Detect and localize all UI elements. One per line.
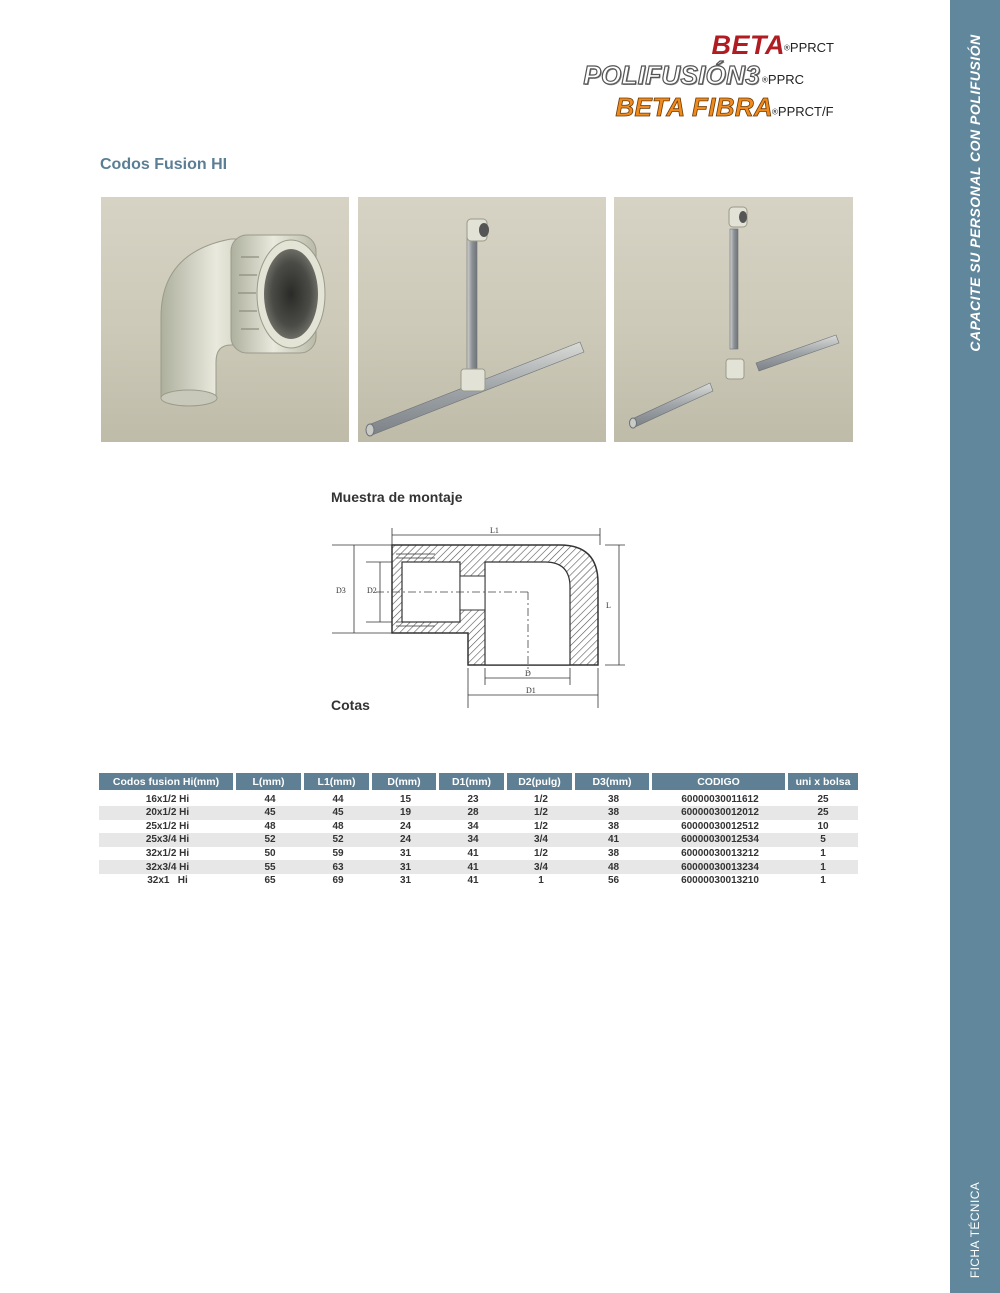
brand-beta-suffix (784, 41, 834, 54)
table-header-cell: L(mm) (236, 773, 304, 790)
table-cell: 31 (399, 875, 412, 887)
brand-beta-fibra-name: BETA FIBRA (615, 92, 773, 122)
table-cell: 60000030011612 (681, 794, 759, 805)
table-cell: 38 (607, 848, 620, 860)
table-cell: 60000030013210 (681, 875, 759, 887)
table-cell: 3/4 (507, 860, 575, 874)
dim-label-l: L (606, 601, 611, 610)
dim-label-d: D (525, 669, 531, 678)
brand-logos (550, 30, 850, 126)
table-cell: 3/4 (507, 833, 575, 847)
table-header-row (99, 773, 858, 790)
reg-mark: ® (784, 43, 790, 53)
table-cell: 31 (399, 848, 412, 860)
photo-assembly-exploded (614, 197, 853, 442)
table-cell: 24 (372, 833, 439, 847)
table-row (99, 790, 858, 806)
table-cell: 34 (439, 833, 507, 847)
table-header-cell: D3(mm) (575, 773, 652, 790)
table-cell: 60000030012012 (652, 806, 788, 820)
brand-beta-fibra-suffix (772, 105, 834, 118)
table-cell: 1 (788, 860, 858, 874)
table-row (99, 847, 858, 861)
side-bar-top-label: CAPACITE SU PERSONAL CON POLIFUSIÓN (967, 34, 983, 352)
table-header-cell: D(mm) (372, 773, 439, 790)
brand-beta-fibra (550, 94, 850, 126)
page-title: Codos Fusion HI (100, 156, 228, 173)
reg-mark: ® (772, 107, 778, 117)
table-cell: 45 (304, 806, 372, 820)
section-label-montaje: Muestra de montaje (331, 489, 463, 505)
table-cell: 25x3/4 Hi (99, 833, 236, 847)
table-cell: 1/2 (534, 820, 548, 832)
table-cell: 32x1/2 Hi (145, 848, 190, 860)
brand-beta (550, 30, 850, 62)
table-cell: 1/2 (507, 806, 575, 820)
table-header-cell: D1(mm) (439, 773, 507, 790)
table-cell: 1 (538, 875, 544, 887)
table-cell: 60000030012512 (681, 820, 759, 832)
table-cell: 45 (236, 806, 304, 820)
reg-mark: ® (762, 75, 768, 85)
table-cell: 48 (575, 860, 652, 874)
brand-polifusion-name: POLIFUSIÓN3 (583, 60, 760, 90)
table-row (99, 860, 858, 874)
technical-drawing (330, 518, 630, 713)
side-bar-bottom-label: FICHA TÉCNICA (968, 1181, 982, 1279)
photo-elbow-fitting (101, 197, 349, 442)
table-cell: 69 (332, 875, 344, 887)
table-cell: 52 (236, 833, 304, 847)
table-cell: 48 (332, 820, 344, 832)
dim-label-l1: L1 (490, 526, 499, 535)
table-cell: 10 (817, 820, 829, 832)
table-cell: 41 (439, 860, 507, 874)
table-cell: 1 (820, 848, 826, 860)
table-cell: 41 (575, 833, 652, 847)
table-cell: 32x1 Hi (147, 875, 188, 887)
table-cell: 52 (304, 833, 372, 847)
table-cell: 65 (264, 875, 276, 887)
table-header-cell: Codos fusion Hi(mm) (99, 773, 236, 790)
side-bar-top-text (950, 28, 1000, 358)
table-cell: 60000030012534 (652, 833, 788, 847)
table-header-cell: CODIGO (652, 773, 788, 790)
table-cell: 48 (264, 820, 276, 832)
table-cell: 60000030013234 (652, 860, 788, 874)
brand-polifusion (550, 62, 850, 94)
brand-beta-name: BETA (711, 30, 785, 60)
table-cell: 41 (467, 848, 479, 860)
table-cell: 24 (399, 820, 412, 832)
table-cell: 34 (467, 820, 479, 832)
table-cell: 55 (236, 860, 304, 874)
brand-polifusion-suffix-text: PPRC (767, 72, 805, 87)
table-cell: 63 (304, 860, 372, 874)
table-cell: 50 (264, 848, 276, 860)
table-cell: 25 (788, 806, 858, 820)
brand-beta-fibra-suffix-text: PPRCT/F (777, 104, 834, 119)
table-cell: 32x3/4 Hi (99, 860, 236, 874)
table-cell: 28 (439, 806, 507, 820)
table-header-cell: uni x bolsa (788, 773, 858, 790)
table-cell: 38 (607, 820, 620, 832)
table-cell: 1/2 (534, 848, 548, 860)
table-cell: 59 (332, 848, 344, 860)
table-cell: 5 (788, 833, 858, 847)
table-cell: 56 (607, 875, 620, 887)
table-cell: 31 (372, 860, 439, 874)
table-cell: 1 (820, 875, 826, 887)
dim-label-d2: D2 (367, 586, 377, 595)
photo-assembly-installed (358, 197, 606, 442)
table-cell: 23 (467, 794, 479, 805)
table-cell: 60000030013212 (681, 848, 759, 860)
table-cell: 44 (264, 794, 276, 805)
dim-label-d1: D1 (526, 686, 536, 695)
table-header-cell: D2(pulg) (507, 773, 575, 790)
table-row (99, 806, 858, 820)
table-cell: 44 (332, 794, 344, 805)
table-cell: 16x1/2 Hi (145, 794, 190, 805)
table-cell: 38 (575, 806, 652, 820)
table-header-cell: L1(mm) (304, 773, 372, 790)
table-row (99, 833, 858, 847)
table-row (99, 874, 858, 888)
table-cell: 1/2 (534, 794, 548, 805)
table-cell: 25 (817, 794, 829, 805)
brand-polifusion-suffix (762, 73, 804, 86)
side-bar (950, 0, 1000, 1293)
table-cell: 38 (607, 794, 620, 805)
table-row (99, 820, 858, 834)
side-bar-bottom-text (950, 1180, 1000, 1280)
dim-label-d3: D3 (336, 586, 346, 595)
table-cell: 15 (399, 794, 412, 805)
table-cell: 19 (372, 806, 439, 820)
table-cell: 20x1/2 Hi (99, 806, 236, 820)
table-cell: 41 (467, 875, 479, 887)
brand-beta-suffix-text: PPRCT (789, 40, 834, 55)
section-label-cotas: Cotas (331, 697, 370, 713)
table-cell: 25x1/2 Hi (145, 820, 190, 832)
spec-table (99, 773, 858, 888)
